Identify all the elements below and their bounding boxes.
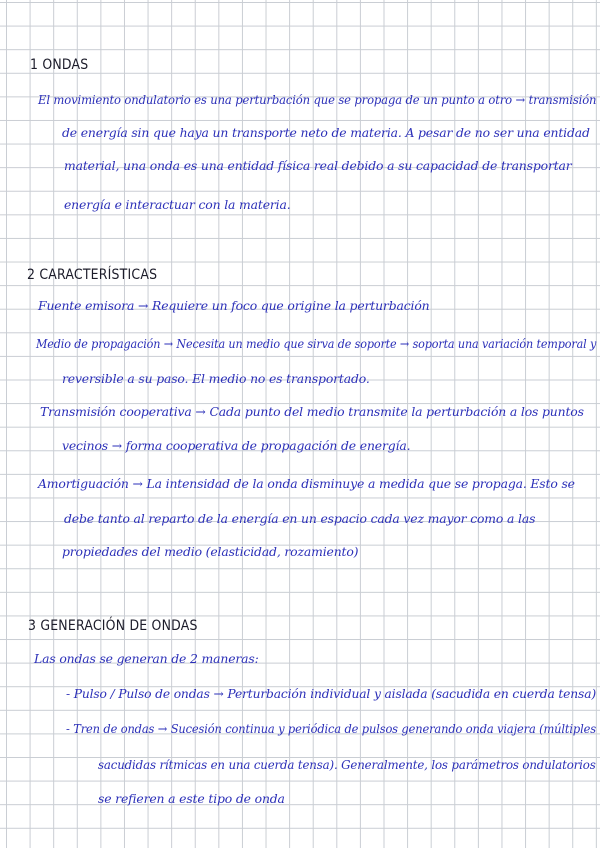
text-line: sacudidas rítmicas en una cuerda tensa). Generalmente, los parámetros ondulatorios: [98, 757, 596, 772]
text-line: material, una onda es una entidad física real debido a su capacidad de transportar: [64, 158, 572, 173]
text-line: El movimiento ondulatorio es una perturbación que se propaga de un punto a otro → transmisión: [38, 92, 597, 107]
text-line: vecinos → forma cooperativa de propagación de energía.: [62, 438, 411, 453]
text-line: Medio de propagación → Necesita un medio que sirva de soporte → soporta una variación temporal y: [36, 336, 597, 351]
text-line: energía e interactuar con la materia.: [64, 197, 291, 212]
text-line: debe tanto al reparto de la energía en un espacio cada vez mayor como a las: [64, 511, 536, 526]
section-title-caracteristicas: 2 CARACTERÍSTICAS: [27, 265, 158, 283]
text-line: propiedades del medio (elasticidad, rozamiento): [62, 544, 359, 559]
section-title-ondas: 1 ONDAS: [30, 55, 89, 73]
text-line: de energía sin que haya un transporte neto de materia. A pesar de no ser una entidad: [62, 125, 590, 140]
text-line: - Tren de ondas → Sucesión continua y periódica de pulsos generando onda viajera (múltiples: [66, 721, 596, 736]
text-line: Amortiguación → La intensidad de la onda disminuye a medida que se propaga. Esto se: [38, 476, 575, 491]
text-line: Fuente emisora → Requiere un foco que origine la perturbación: [38, 298, 430, 313]
text-line: reversible a su paso. El medio no es transportado.: [62, 371, 370, 386]
text-line: se refieren a este tipo de onda: [98, 791, 285, 806]
section-title-generacion: 3 GENERACIÓN DE ONDAS: [28, 616, 198, 634]
text-line: Transmisión cooperativa → Cada punto del medio transmite la perturbación a los puntos: [40, 404, 584, 419]
text-line: - Pulso / Pulso de ondas → Perturbación individual y aislada (sacudida en cuerda tensa): [66, 686, 597, 701]
text-line: Las ondas se generan de 2 maneras:: [34, 651, 259, 666]
